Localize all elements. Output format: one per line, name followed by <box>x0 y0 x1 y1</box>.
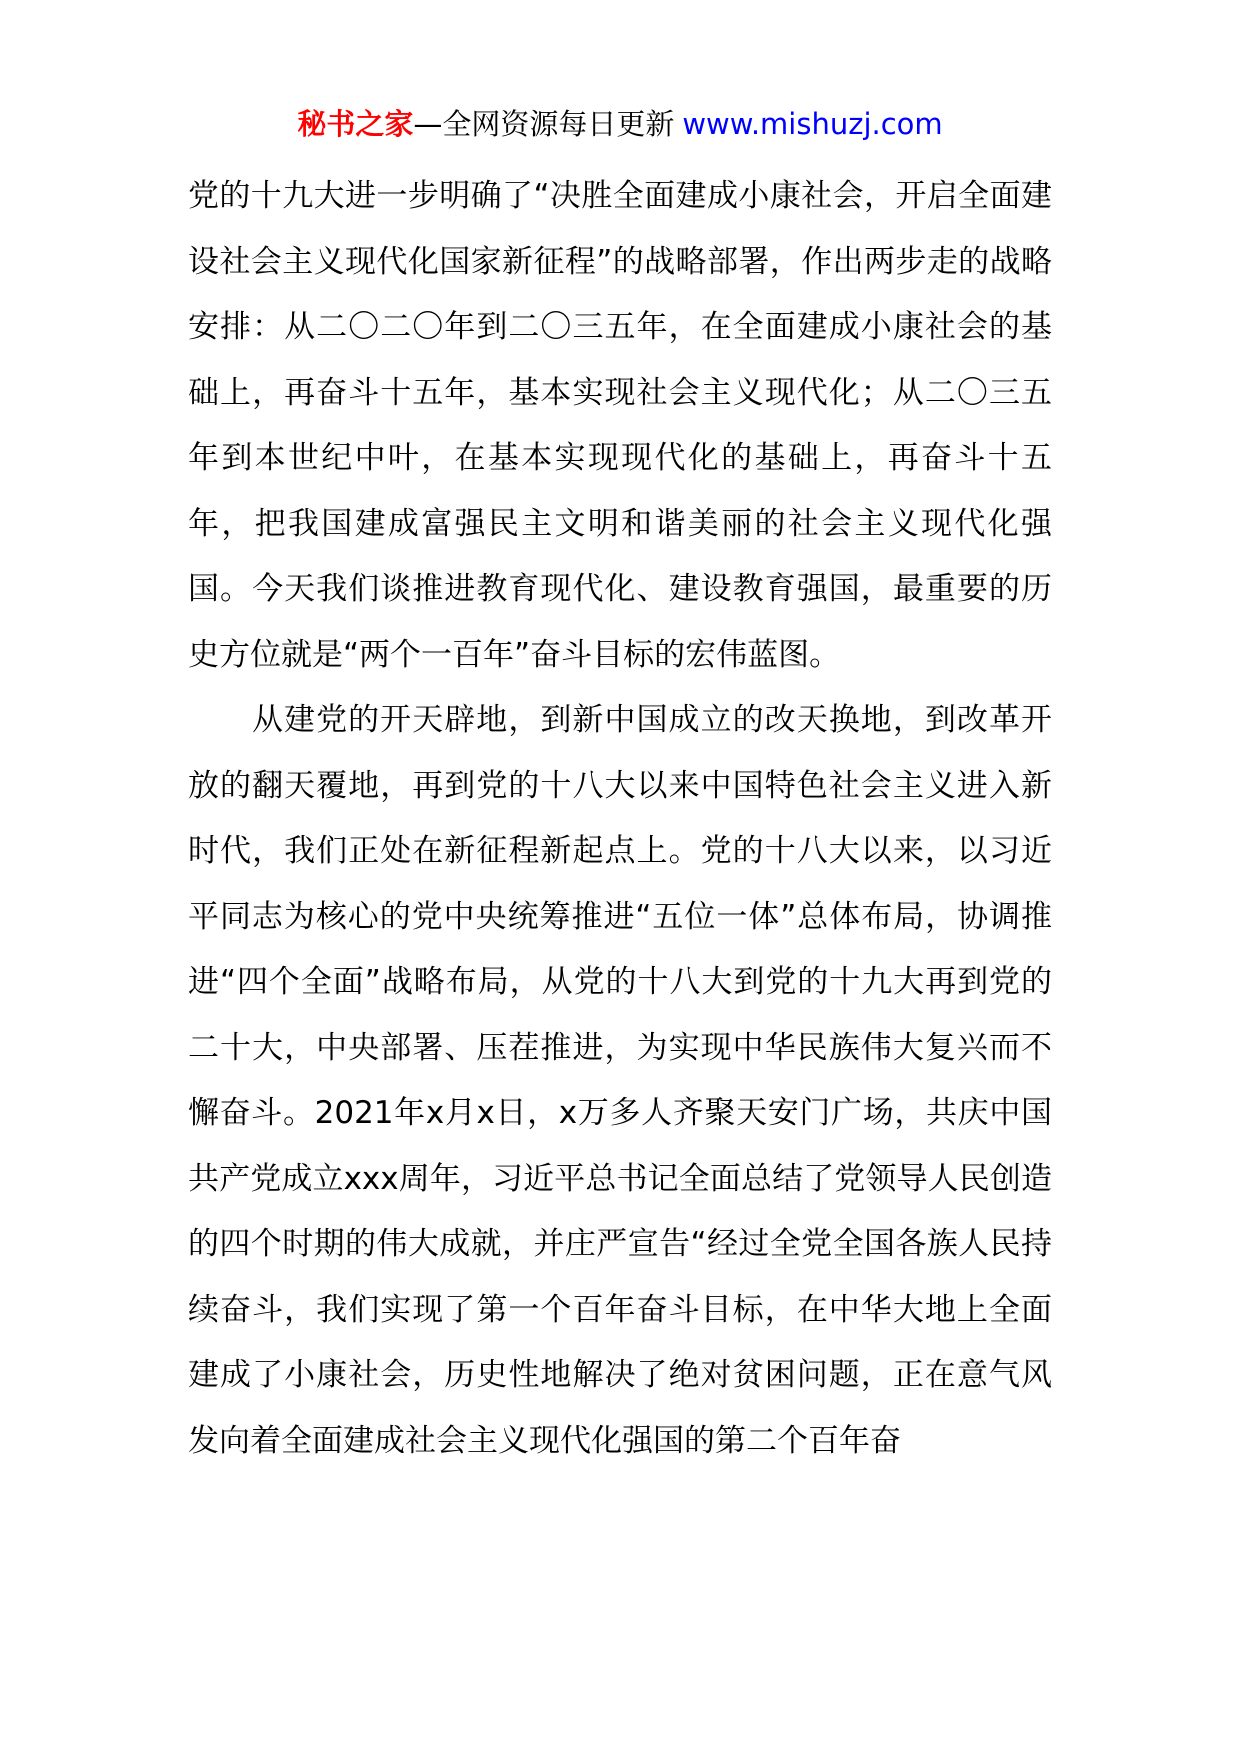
brand-name: 秘书之家 <box>297 107 414 141</box>
website-link[interactable]: www.mishuzj.com <box>682 107 943 141</box>
paragraph-2: 从建党的开天辟地，到新中国成立的改天换地，到改革开放的翻天覆地，再到党的十八大以来中国特色社会主义进入新时代，我们正处在新征程新起点上。党的十八大以来，以习近平同志为核心的党中央统筹推进“五位一体”总体布局，协调推进“四个全面”战略布局，从党的十八大到党的十九大再到党的二十大，中央部署、压茬推进，为实现中华民族伟大复兴而不懈奋斗。2021年x月x日，x万多人齐聚天安门广场，共庆中国共产党成立xxx周年，习近平总书记全面总结了党领导人民创造的四个时期的伟大成就，并庄严宣告“经过全党全国各族人民持续奋斗，我们实现了第一个百年奋斗目标，在中华大地上全面建成了小康社会，历史性地解决了绝对贫困问题，正在意气风发向着全面建成社会主义现代化强国的第二个百年奋 <box>188 702 1052 1459</box>
page-header <box>0 104 1240 144</box>
paragraph-1: 党的十九大进一步明确了“决胜全面建成小康社会，开启全面建设社会主义现代化国家新征程”的战略部署，作出两步走的战略安排：从二〇二〇年到二〇三五年，在全面建成小康社会的基础上，再奋斗十五年，基本实现社会主义现代化；从二〇三五年到本世纪中叶，在基本实现现代化的基础上，再奋斗十五年，把我国建成富强民主文明和谐美丽的社会主义现代化强国。今天我们谈推进教育现代化、建设教育强国，最重要的历史方位就是“两个一百年”奋斗目标的宏伟蓝图。 <box>188 178 1052 673</box>
document-body <box>188 164 1052 1474</box>
header-tagline: —全网资源每日更新 <box>413 107 675 141</box>
